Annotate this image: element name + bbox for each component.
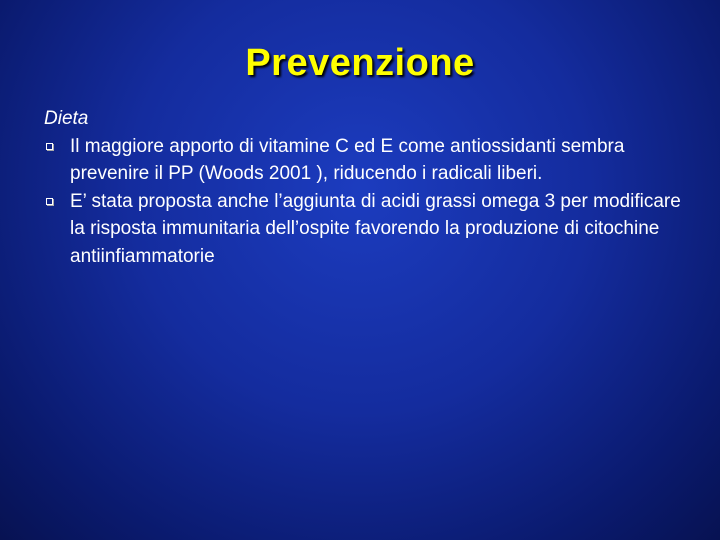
bullet-item [44,133,694,188]
slide-title: Prevenzione [245,42,475,84]
square-bullet-icon [46,198,53,205]
bullet-item [44,188,694,271]
slide-content [44,105,694,270]
section-label: Dieta [44,108,89,129]
bullet-text: Il maggiore apporto di vitamine C ed E come antiossidanti sembra prevenire il PP (Woods 2001 ), riducendo i radicali liberi. [70,135,625,184]
square-bullet-icon [46,143,53,150]
bullet-text: E’ stata proposta anche l’aggiunta di acidi grassi omega 3 per modificare la risposta immunitaria dell’ospite favorendo la produzione di citochine antiinfiammatorie [70,190,681,267]
